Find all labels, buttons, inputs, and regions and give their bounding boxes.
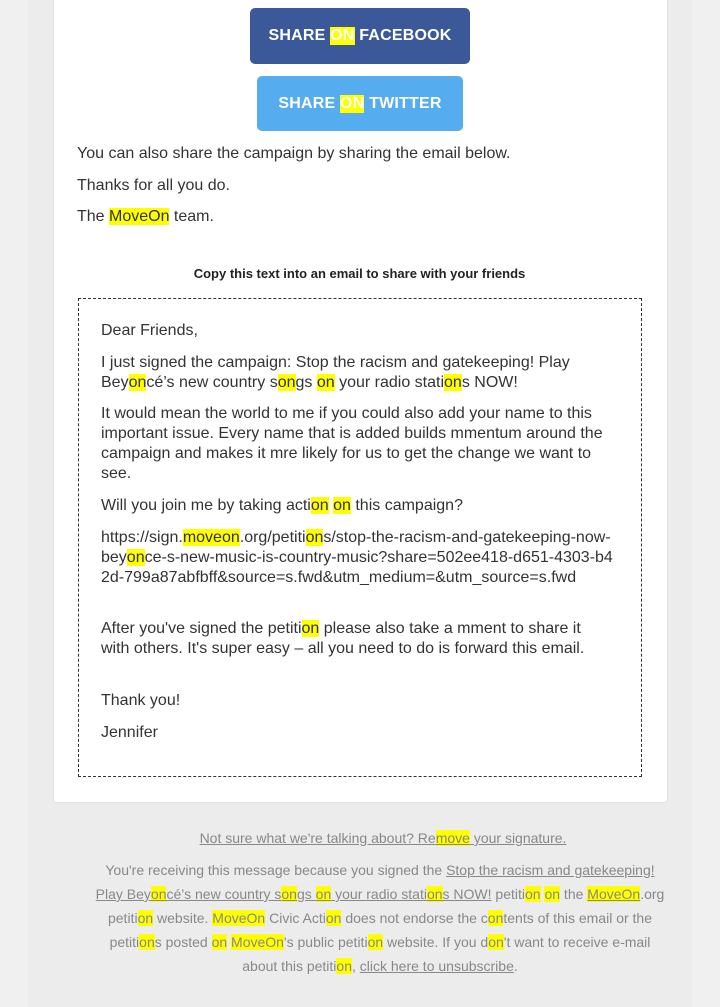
- email-paragraph-importance: It would mean the world to me if you could also add your name to this important issue. Every name that is added builds mmentum around the campaign and makes it mre likely for us to get the change we want to see.: [101, 405, 603, 482]
- copy-text-heading: Copy this text into an email to share with your friends: [193, 266, 526, 281]
- twitter-label-highlight: ON: [340, 94, 365, 112]
- footer-receiving-line-3: petition website. MoveOn Civic Action does not endorse the contents of this email or the: [107, 910, 653, 926]
- signoff-brand: MoveOn: [109, 208, 170, 225]
- email-paragraph-join: Will you join me by taking action on this campaign?: [101, 497, 463, 514]
- twitter-label-pre: SHARE: [278, 94, 336, 112]
- footer-receiving-line-4: petitions posted on MoveOn's public petition website. If you don't want to receive e-mail: [109, 934, 651, 950]
- facebook-label-highlight: ON: [330, 27, 355, 44]
- signoff-post: team.: [169, 208, 214, 225]
- moveon-link[interactable]: MoveOn: [587, 886, 641, 902]
- campaign-link-continued[interactable]: Play Beyoncé’s new country songs on your radio stations NOW!: [95, 886, 492, 902]
- email-signature: Jennifer: [101, 724, 158, 741]
- remove-signature-link[interactable]: Not sure what we're talking about? Remove your signature.: [199, 830, 567, 846]
- signoff-pre: The: [77, 208, 110, 225]
- remove-signature-line: [53, 826, 713, 850]
- facebook-label-pre: SHARE: [268, 27, 326, 44]
- footer-receiving-line-5: about this petition, click here to unsubscribe.: [242, 958, 518, 974]
- twitter-label-post: TWITTER: [369, 94, 442, 112]
- intro-share-text: You can also share the campaign by sharing the email below.: [77, 145, 511, 162]
- intro-signoff: [77, 208, 214, 226]
- share-facebook-button[interactable]: [250, 8, 470, 64]
- email-greeting: Dear Friends,: [101, 322, 198, 339]
- email-thanks: Thank you!: [101, 692, 181, 709]
- email-paragraph-forward: After you've signed the petition please also take a mment to share it with others. It's super easy – all you need to do is forward this email.: [101, 620, 585, 657]
- unsubscribe-link[interactable]: click here to unsubscribe: [359, 958, 514, 974]
- email-petition-url: https://sign.moveon.org/petitions/stop-the-racism-and-gatekeeping-now-beyonce-s-new-music-is-country-music?share=502ee418-d651-4303-b42d-799a87abfbff&source=s.fwd&utm_medium=&utm_source=s.fwd: [101, 529, 613, 586]
- campaign-link[interactable]: Stop the racism and gatekeeping!: [446, 862, 655, 878]
- intro-thanks-text: Thanks for all you do.: [77, 177, 230, 194]
- share-twitter-button[interactable]: [257, 76, 463, 131]
- footer-receiving-line-1: You're receiving this message because you signed the Stop the racism and gatekeeping!: [105, 862, 655, 878]
- footer-receiving-line-2: Play Beyoncé’s new country songs on your radio stations NOW! petition on the MoveOn.org: [95, 886, 665, 902]
- facebook-label-post: FACEBOOK: [359, 27, 452, 44]
- email-paragraph-signed: I just signed the campaign: Stop the racism and gatekeeping! Play Beyoncé’s new country songs on your radio stations NOW!: [101, 354, 570, 391]
